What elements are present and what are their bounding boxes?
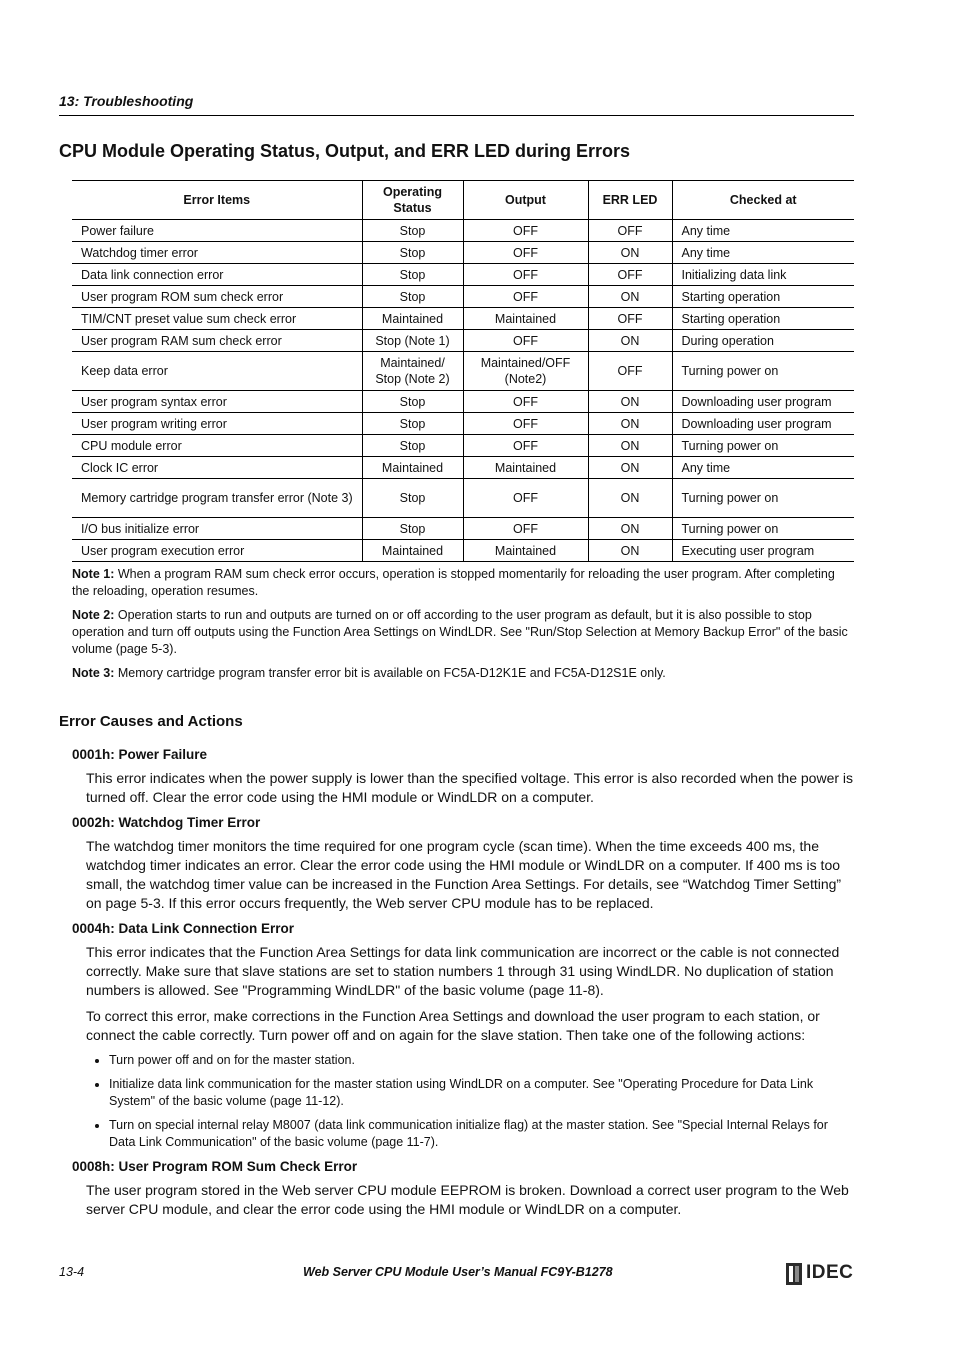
idec-logo xyxy=(786,1262,856,1286)
idec-logo-mark-icon xyxy=(786,1262,804,1286)
logo-text: IDEC xyxy=(806,1262,854,1283)
cell-operating-status: Maintained xyxy=(362,457,463,479)
table-row xyxy=(72,435,854,457)
table-row xyxy=(72,413,854,435)
col-header-output: Output xyxy=(463,181,588,220)
error-0008-title: 0008h: User Program ROM Sum Check Error xyxy=(72,1159,358,1174)
error-0002-text: The watchdog timer monitors the time required for one program cycle (scan time). When the time exceeds 400 ms, the watchdog timer indicates an error. Clear the error code using the HMI module or WindLDR on a computer. If 400 ms is too small, the watchdog timer value can be increased in the Function Area Settings. For details, see “Watchdog Timer Setting” on page 5-3. If this error occurs frequently, the Web server CPU module has to be replaced. xyxy=(86,838,842,911)
cell-error-item: User program writing error xyxy=(72,413,362,435)
cell-checked-at: Any time xyxy=(672,220,854,242)
error-0004-title: 0004h: Data Link Connection Error xyxy=(72,921,295,936)
cell-output: OFF xyxy=(463,330,588,352)
error-0004-text-2: To correct this error, make corrections in the Function Area Settings and download the user program to each station, or connect the cable correctly. Turn power off and on again for the slave station. Then take one of the following actions: xyxy=(86,1008,820,1043)
cell-operating-status: Stop xyxy=(362,435,463,457)
cell-output: Maintained xyxy=(463,308,588,330)
col-header-error-items: Error Items xyxy=(72,181,362,220)
cell-err-led: ON xyxy=(588,479,672,518)
table-row xyxy=(72,330,854,352)
cell-output: OFF xyxy=(463,391,588,413)
cell-checked-at: Turning power on xyxy=(672,435,854,457)
note-2 xyxy=(72,607,854,658)
cell-err-led: ON xyxy=(588,286,672,308)
note-text: Memory cartridge program transfer error bit is available on FC5A-D12K1E and FC5A-D12S1E only. xyxy=(114,666,666,680)
cell-error-item: Watchdog timer error xyxy=(72,242,362,264)
cell-operating-status: Stop xyxy=(362,264,463,286)
cell-output: OFF xyxy=(463,435,588,457)
list-item: • Turn power off and on for the master station. xyxy=(109,1052,854,1069)
error-status-table xyxy=(72,180,854,562)
cell-output: Maintained/OFF (Note2) xyxy=(463,352,588,391)
cell-error-item: Power failure xyxy=(72,220,362,242)
note-label: Note 1: xyxy=(72,567,115,581)
error-0004-actions xyxy=(72,1052,854,1151)
note-1 xyxy=(72,566,854,600)
cell-operating-status: Stop xyxy=(362,479,463,518)
header-divider xyxy=(59,115,854,116)
cell-checked-at: During operation xyxy=(672,330,854,352)
cell-err-led: ON xyxy=(588,413,672,435)
manual-title: Web Server CPU Module User’s Manual FC9Y-B1278 xyxy=(303,1265,613,1279)
cell-output: OFF xyxy=(463,220,588,242)
cell-operating-status: Maintained/ Stop (Note 2) xyxy=(362,352,463,391)
error-0001-text: This error indicates when the power supply is lower than the specified voltage. This error is also recorded when the power is turned off. Clear the error code using the HMI module or WindLDR on a computer. xyxy=(86,770,854,805)
error-0001-title: 0001h: Power Failure xyxy=(72,747,208,762)
cell-output: OFF xyxy=(463,242,588,264)
cell-err-led: OFF xyxy=(588,308,672,330)
col-header-operating-status: Operating Status xyxy=(362,181,463,220)
note-label: Note 3: xyxy=(72,666,115,680)
cell-output: OFF xyxy=(463,518,588,540)
cell-checked-at: Turning power on xyxy=(672,518,854,540)
cell-output: OFF xyxy=(463,264,588,286)
cell-operating-status: Stop xyxy=(362,286,463,308)
cell-err-led: OFF xyxy=(588,220,672,242)
table-row xyxy=(72,540,854,562)
cell-error-item: User program syntax error xyxy=(72,391,362,413)
cell-error-item: User program execution error xyxy=(72,540,362,562)
table-row xyxy=(72,518,854,540)
table-row xyxy=(72,457,854,479)
cell-checked-at: Downloading user program xyxy=(672,413,854,435)
note-label: Note 2: xyxy=(72,608,115,622)
col-header-err-led: ERR LED xyxy=(588,181,672,220)
table-row xyxy=(72,286,854,308)
cell-error-item: TIM/CNT preset value sum check error xyxy=(72,308,362,330)
cell-operating-status: Stop xyxy=(362,220,463,242)
cell-error-item: I/O bus initialize error xyxy=(72,518,362,540)
cell-checked-at: Initializing data link xyxy=(672,264,854,286)
cell-operating-status: Stop xyxy=(362,518,463,540)
cell-operating-status: Stop (Note 1) xyxy=(362,330,463,352)
cell-checked-at: Turning power on xyxy=(672,479,854,518)
cell-err-led: ON xyxy=(588,391,672,413)
table-row xyxy=(72,308,854,330)
note-3 xyxy=(72,665,854,682)
error-0008-text: The user program stored in the Web server CPU module EEPROM is broken. Download a correct user program to the Web server CPU module, and clear the error code using the HMI module or WindLDR on a computer. xyxy=(86,1182,849,1217)
cell-operating-status: Maintained xyxy=(362,540,463,562)
cell-err-led: ON xyxy=(588,242,672,264)
cell-err-led: ON xyxy=(588,330,672,352)
cell-operating-status: Stop xyxy=(362,413,463,435)
cell-err-led: ON xyxy=(588,518,672,540)
cell-error-item: User program ROM sum check error xyxy=(72,286,362,308)
table-row xyxy=(72,352,854,391)
cell-checked-at: Starting operation xyxy=(672,308,854,330)
cell-error-item: Clock IC error xyxy=(72,457,362,479)
cell-output: OFF xyxy=(463,413,588,435)
cell-checked-at: Any time xyxy=(672,457,854,479)
table-row xyxy=(72,220,854,242)
cell-checked-at: Starting operation xyxy=(672,286,854,308)
chapter-header: 13: Troubleshooting xyxy=(59,93,194,109)
cell-operating-status: Maintained xyxy=(362,308,463,330)
cell-error-item: Memory cartridge program transfer error (Note 3) xyxy=(72,479,362,518)
cell-err-led: OFF xyxy=(588,352,672,391)
table-row xyxy=(72,391,854,413)
error-causes-content xyxy=(72,746,854,1226)
cell-checked-at: Any time xyxy=(672,242,854,264)
cell-output: OFF xyxy=(463,286,588,308)
cell-err-led: ON xyxy=(588,435,672,457)
cell-checked-at: Turning power on xyxy=(672,352,854,391)
cell-output: Maintained xyxy=(463,457,588,479)
page-title: CPU Module Operating Status, Output, and ERR LED during Errors xyxy=(59,141,631,161)
cell-checked-at: Downloading user program xyxy=(672,391,854,413)
list-item: • Turn on special internal relay M8007 (data link communication initialize flag) at the master station. See "Special Internal Relays for Data Link Communication" of the basic volume (page 11-7). xyxy=(109,1117,854,1151)
table-row xyxy=(72,242,854,264)
table-notes xyxy=(72,566,854,689)
cell-err-led: ON xyxy=(588,457,672,479)
cell-operating-status: Stop xyxy=(362,391,463,413)
cell-error-item: User program RAM sum check error xyxy=(72,330,362,352)
page-number: 13-4 xyxy=(59,1265,85,1279)
table-row xyxy=(72,479,854,518)
cell-checked-at: Executing user program xyxy=(672,540,854,562)
note-text: When a program RAM sum check error occurs, operation is stopped momentarily for reloading the user program. After completing the reloading, operation resumes. xyxy=(72,567,835,598)
cell-error-item: CPU module error xyxy=(72,435,362,457)
cell-error-item: Data link connection error xyxy=(72,264,362,286)
error-0002-title: 0002h: Watchdog Timer Error xyxy=(72,815,261,830)
cell-error-item: Keep data error xyxy=(72,352,362,391)
table-row xyxy=(72,264,854,286)
error-0004-text-1: This error indicates that the Function Area Settings for data link communication are incorrect or the cable is not connected correctly. Make sure that slave stations are set to station numbers 1 through 31 using WindLDR. No duplication of station numbers is allowed. See "Programming WindLDR" of the basic volume (page 11-8). xyxy=(86,944,840,998)
col-header-checked-at: Checked at xyxy=(672,181,854,220)
cell-operating-status: Stop xyxy=(362,242,463,264)
section-title: Error Causes and Actions xyxy=(59,713,243,730)
cell-err-led: ON xyxy=(588,540,672,562)
cell-err-led: OFF xyxy=(588,264,672,286)
list-item: • Initialize data link communication for the master station using WindLDR on a computer. See "Operating Procedure for Data Link System" of the basic volume (page 11-12). xyxy=(109,1076,854,1110)
note-text: Operation starts to run and outputs are turned on or off according to the user program as default, but it is also possible to stop operation and turn off outputs using the Function Area Settings on WindLDR. See "Run/Stop Selection at Memory Backup Error" of the basic volume (page 5-3). xyxy=(72,608,848,656)
cell-output: OFF xyxy=(463,479,588,518)
cell-output: Maintained xyxy=(463,540,588,562)
